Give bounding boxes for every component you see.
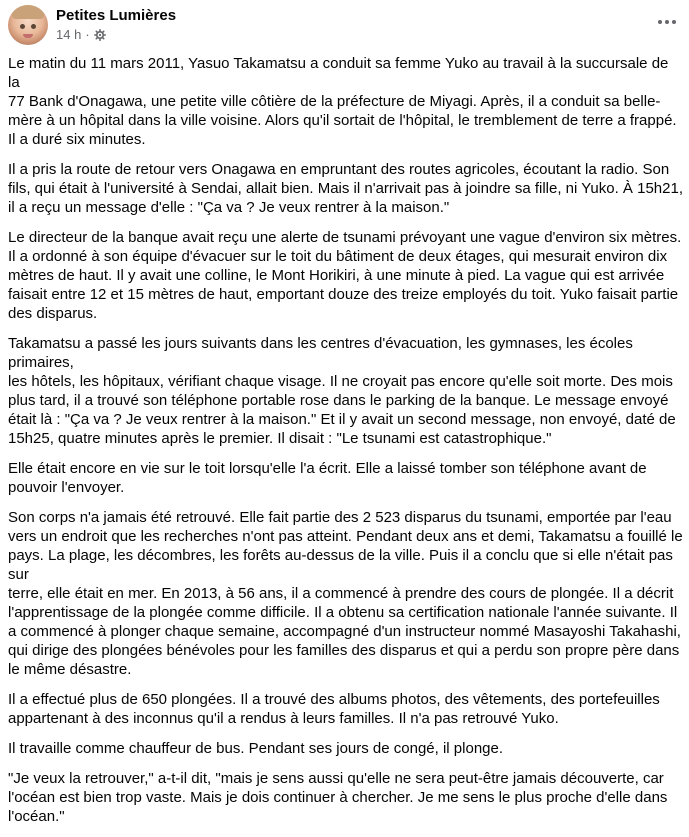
avatar-mouth bbox=[23, 34, 33, 38]
post-paragraph-9: "Je veux la retrouver," a-t-il dit, "mais je sens aussi qu'elle ne sera peut-être jamais découverte, car l'océan est bien trop vaste. Mais je dois continuer à chercher. Je me sens le plus proche d'elle dans l'océan." bbox=[8, 770, 668, 825]
author-name[interactable]: Petites Lumières bbox=[56, 7, 177, 24]
post-paragraph-2: Il a pris la route de retour vers Onagawa en empruntant des routes agricoles, écoutant la radio. Son fils, qui était à l'université à Sendai, allait bien. Mais il n'arrivait pas à joindre sa fille, ni Yuko. À 15h21, il a reçu un message d'elle : "Ça va ? Je veux rentrer à la maison." bbox=[8, 161, 683, 216]
post-paragraph-6: Son corps n'a jamais été retrouvé. Elle fait partie des 2 523 disparus du tsunami, emportée par l'eau vers un endroit que les recherches n'ont pas atteint. Pendant deux ans et demi, Takamatsu a fouillé le pays. La plage, les décombres, les forêts au-dessus de la ville. Puis il a conclu que si elle n'était pas sur terre, elle était en mer. En 2013, à 56 ans, il a commencé à prendre des cours de plongée. Il a décrit l'apprentissage de la plongée comme difficile. Il a obtenu sa certification nationale l'année suivante. Il a commencé à plonger chaque semaine, accompagné d'un instructeur nommé Masayoshi Takahashi, qui dirige des plongées bénévoles pour les familles des disparus et qui a perdu son propre père dans le même désastre. bbox=[8, 509, 683, 678]
more-options-icon[interactable] bbox=[653, 10, 681, 34]
post-paragraph-5: Elle était encore en vie sur le toit lorsqu'elle l'a écrit. Elle a laissé tomber son téléphone avant de pouvoir l'envoyer. bbox=[8, 460, 647, 496]
post-body bbox=[8, 54, 684, 837]
avatar-eye-right bbox=[31, 24, 36, 29]
avatar-eye-left bbox=[20, 24, 25, 29]
more-dot bbox=[665, 20, 669, 24]
post-paragraph-3: Le directeur de la banque avait reçu une alerte de tsunami prévoyant une vague d'environ six mètres. Il a ordonné à son équipe d'évacuer sur le toit du bâtiment de deux étages, qui mesurait environ dix mètres de haut. Il y avait une colline, le Mont Horikiri, à une minute à pied. La vague qui est arrivée faisait entre 12 et 15 mètres de haut, emportant douze des treize employés du toit. Yuko faisait partie des disparus. bbox=[8, 229, 682, 322]
avatar-hair bbox=[12, 5, 44, 19]
post-paragraph-7: Il a effectué plus de 650 plongées. Il a trouvé des albums photos, des vêtements, des portefeuilles appartenant à des inconnus qu'il a rendus à leurs familles. Il n'a pas retrouvé Yuko. bbox=[8, 691, 660, 727]
post-header bbox=[8, 4, 681, 48]
gear-icon[interactable] bbox=[94, 29, 106, 41]
post-meta bbox=[56, 27, 106, 42]
avatar[interactable] bbox=[8, 5, 48, 45]
post-timestamp[interactable]: 14 h bbox=[56, 27, 82, 42]
post-paragraph-8: Il travaille comme chauffeur de bus. Pendant ses jours de congé, il plonge. bbox=[8, 740, 504, 757]
more-dot bbox=[672, 20, 676, 24]
more-dot bbox=[658, 20, 662, 24]
meta-separator: · bbox=[85, 27, 90, 42]
post-paragraph-4: Takamatsu a passé les jours suivants dans les centres d'évacuation, les gymnases, les écoles primaires, les hôtels, les hôpitaux, vérifiant chaque visage. Il ne croyait pas encore qu'elle soit morte. Des mois plus tard, il a trouvé son téléphone portable rose dans le parking de la banque. Le message envoyé était là : "Ça va ? Je veux rentrer à la maison." Et il y avait un second message, non envoyé, daté de 15h25, quatre minutes après le premier. Il disait : "Le tsunami est catastrophique." bbox=[8, 335, 676, 447]
post-paragraph-1: Le matin du 11 mars 2011, Yasuo Takamatsu a conduit sa femme Yuko au travail à la succursale de la 77 Bank d'Onagawa, une petite ville côtière de la préfecture de Miyagi. Après, il a conduit sa belle- mère à un hôpital dans la ville voisine. Alors qu'il sortait de l'hôpital, le tremblement de terre a frappé. Il a duré six minutes. bbox=[8, 55, 677, 148]
